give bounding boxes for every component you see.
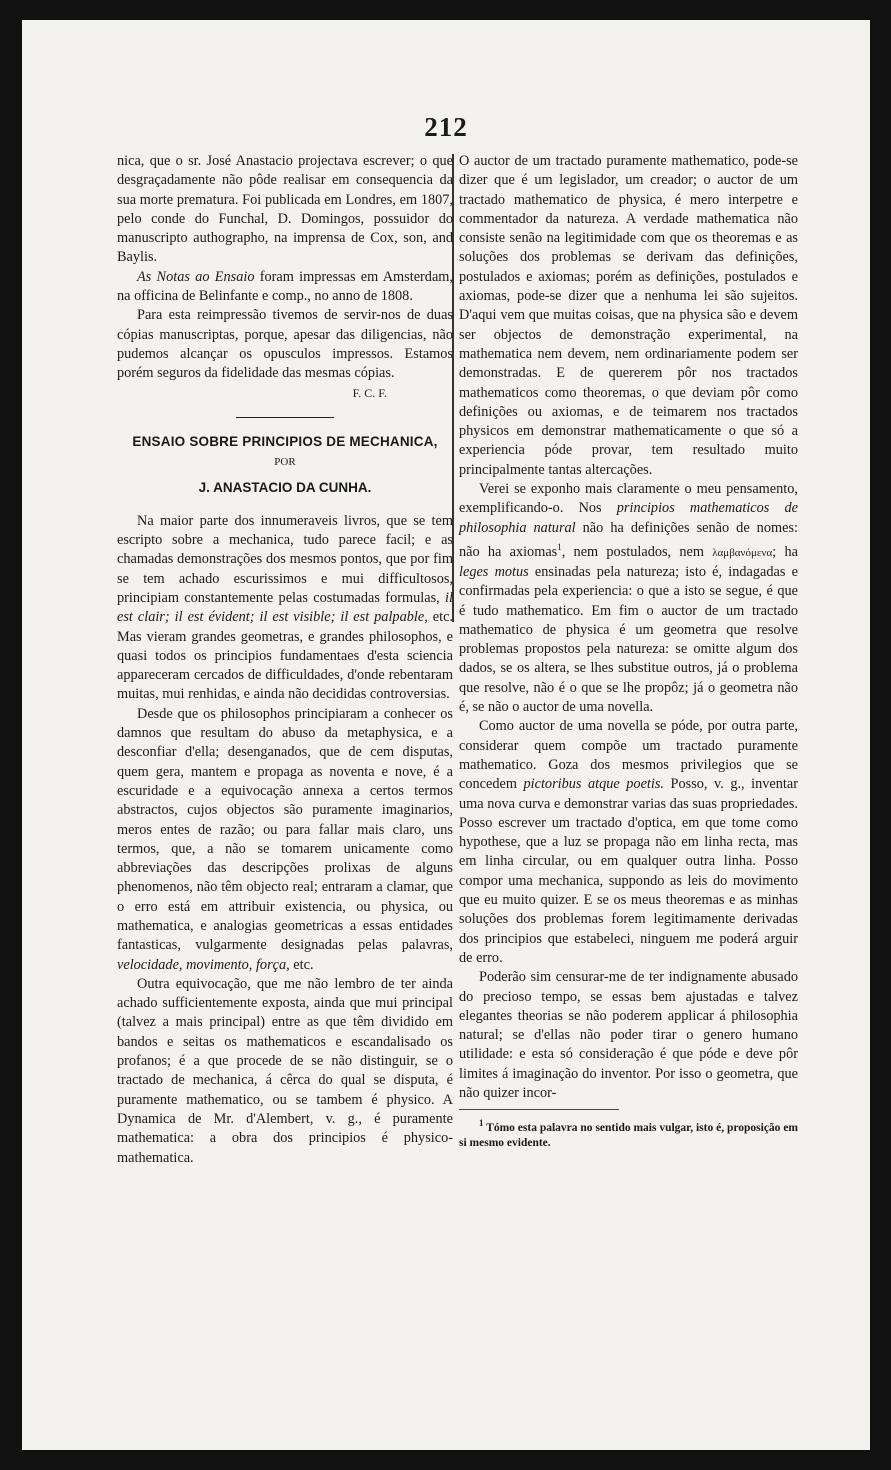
section-rule <box>236 417 334 418</box>
text-run: Posso, v. g., inventar uma nova curva e demonstrar varias das suas propriedades. Posso escrever um tractado d'optica, em que tome como hypothese, que a luz se propaga não em linha recta, mas em linha circular, ou em qualquer outra linha. Posso compor uma mechanica, suppondo as leis do movimento que eu muito quizer. E se os meus theoremas e as minhas soluções dos problemas forem legitimamente derivadas dos principios que estabeleci, ninguem me poderá arguir de erro. <box>459 776 798 966</box>
paragraph <box>117 268 453 307</box>
paragraph: O auctor de um tractado puramente mathematico, pode-se dizer que é um legislador, um creador; o auctor de um tractado mathematico de physica, é mero interpetre e commentador da natureza. A verdade mathematica não consiste senão na legitimidade com que os theoremas e as soluções dos problemas se derivam das definições, postulados e axiomas; porém as definições, postulados e axiomas, pode-se dizer que a nenhuma lei são sujeitos. D'aqui vem que muitas coisas, que na physica são e devem ser objectos de demonstração experimental, na mathematica nem devem, nem ordinariamente podem ser demonstradas. E de quererem pôr nos tractados mathematicos como theoremas, o que deviam pôr como definições ou axiomas, e de teimarem nos tractados physicos em demonstrar mathematicamente o que só a experiencia póde provar, tem resultado muito principalmente tantas altercações. <box>459 153 798 478</box>
paragraph: Outra equivocação, que me não lembro de ter ainda achado sufficientemente exposta, ainda que mui principal (talvez a mais principal) entre as que têm dividido em bandos e seitas os mathematicos e escandalisado os profanos; é a que procede de se não distinguir, se o tractado de mechanica, á cêrca do qual se disputa, é puramente mathematico, ou se tambem é physico. A Dynamica de Mr. d'Alembert, v. g., é puramente mathematica: a obra dos principios é physico-mathematica. <box>117 975 453 1166</box>
essay-byline: POR <box>274 456 296 469</box>
text-run: Na maior parte dos innumeraveis livros, que se tem escripto sobre a mechanica, tudo parece facil; e as chamadas demonstrações dos mesmos pontos, que por fim se tem achado escurissimos e mui difficultosos, principiam constantemente pelas costumadas formulas, <box>117 512 453 606</box>
text-run: ensinadas pela natureza; isto é, indagadas e confirmadas pela experiencia: o que a isto se segue, é que é tudo mathematico. Em fim o auctor de um tractado mathematico de physica é um geometra que resolve problemas propostos pela natureza: se omitte algum dos dados, se os altera, se lhes substitue outros, já o problema que resolve, não é o que se lhe propôz; já o geometra não é, se não o auctor de uma novella. <box>459 564 798 716</box>
text-run: não ha definições senão de nomes: não ha axiomas <box>459 519 798 560</box>
essay-title: ENSAIO SOBRE PRINCIPIOS DE MECHANICA, <box>132 433 438 449</box>
footnote-marker: 1 <box>557 541 562 552</box>
italic-text: il est clair; il est évident; il est visible; il est palpable, <box>117 589 453 626</box>
left-column <box>117 152 453 1168</box>
footnote-number: 1 <box>479 1118 484 1129</box>
signature: F. C. F. <box>352 385 387 400</box>
italic-text: principios mathematicos de philosophia natural <box>459 500 799 536</box>
footnote-rule <box>459 1109 619 1110</box>
text-run: etc. Mas vieram grandes geometras, e grandes philosophos, e quasi todos os principios fundamentaes d'esta sciencia appareceram cercados de difficuldades, d'onde rebentaram muitas, mui renhidas, e ainda não decididas controversias. <box>117 609 454 703</box>
essay-author: J. ANASTACIO DA CUNHA. <box>198 480 372 496</box>
greek-word: λαμβανόμενα <box>712 546 773 559</box>
right-column <box>459 152 798 1151</box>
text-run: Verei se exponho mais claramente o meu pensamento, exemplificando-o. Nos <box>459 481 798 517</box>
text-run: , nem postulados, nem <box>561 543 713 560</box>
paragraph: Para esta reimpressão tivemos de servir-nos de duas cópias manuscriptas, porque, apesar das diligencias, não pudemos alcançar os opusculos impressos. Estamos porém seguros da fidelidade das mesmas cópias. <box>117 307 453 382</box>
paragraph <box>459 480 798 717</box>
paragraph <box>117 512 453 705</box>
italic-text: pictoribus atque poetis. <box>523 776 665 793</box>
scanned-page <box>22 20 870 1450</box>
text-run: Como auctor de uma novella se póde, por outra parte, considerar quem compõe um tractado puramente mathematico. Goza dos mesmos privilegios que se concedem <box>459 718 798 793</box>
italic-text: As Notas ao Ensaio <box>137 268 255 285</box>
text-run: ; ha <box>772 543 798 560</box>
italic-text: velocidade, movimento, força, <box>117 956 290 973</box>
text-run: etc. <box>289 956 314 973</box>
text-run: Desde que os philosophos principiaram a conhecer os damnos que resultam do abuso da metaphysica, e a desconfiar d'ella; desenganados, que de cem disputas, quem gera, mantem e propaga as noventa e nove, é a escuridade e a equivocação annexa a certos termos abstractos, cujos objectos são puramente imaginarios, meros entes de razão; ou para fallar mais claro, uns termos, que, a não se tomarem unicamente como abbreviações das descripções prolixas de alguns phenomenos, não têm objecto real; entraram a clamar, que o erro está em attribuir existencia, ou physica, ou mathematica, e analogias geometricas a essas entidades fantasticas, vulgarmente designadas pelas palavras, <box>117 705 453 954</box>
paragraph: Poderão sim censurar-me de ter indignamente abusado do precioso tempo, se essas bem ajustadas e talvez elegantes theorias se não poderem applicar á philosophia natural; se d'ellas não poder tirar o genero humano utilidade: e esta só consideração é que póde e deve pôr limites á imaginação do inventor. Por isso o geometra, que não quizer incor- <box>459 969 798 1102</box>
footnote-text: Tómo esta palavra no sentido mais vulgar, isto é, proposição em si mesmo evidente. <box>459 1122 798 1150</box>
paragraph <box>459 717 798 968</box>
paragraph <box>117 705 453 975</box>
paragraph: nica, que o sr. José Anastacio projectava escrever; o que desgraçadamente não pôde realisar em consequencia da sua morte prematura. Foi publicada em Londres, em 1807, pelo conde do Funchal, D. Domingos, possuidor do manuscripto authographo, na imprensa de Cox, son, and Baylis. <box>117 153 453 266</box>
italic-text: leges motus <box>459 564 529 580</box>
text-run: foram impressas em Amsterdam, na officina de Belinfante e comp., no anno de 1808. <box>117 268 453 305</box>
footnote <box>459 1116 798 1151</box>
page-number: 212 <box>424 112 468 142</box>
